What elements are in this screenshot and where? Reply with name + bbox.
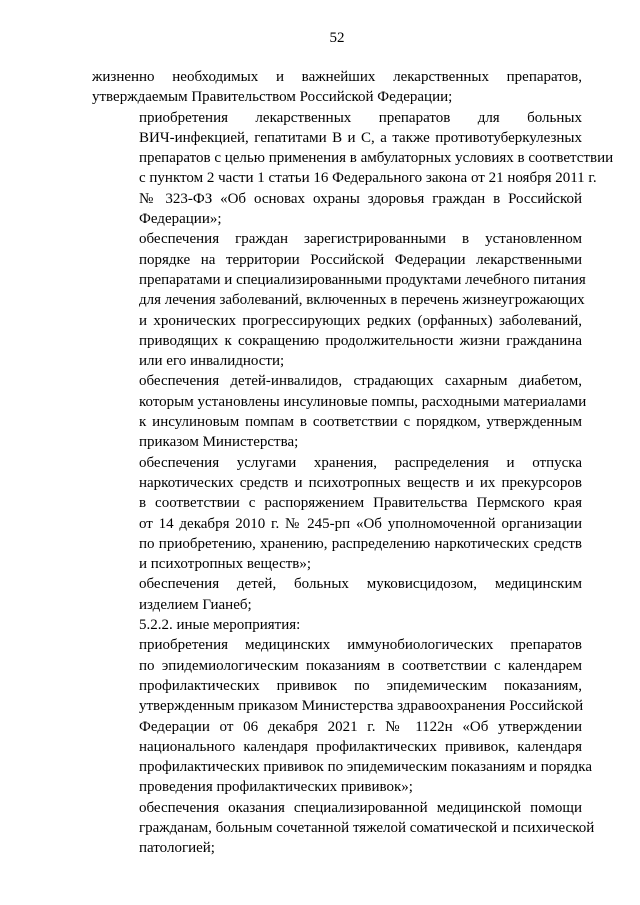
- text-line: приобретения медицинских иммунобиологических препаратов: [139, 637, 582, 654]
- text-line: в соответствии с распоряжением Правительства Пермского края: [139, 495, 582, 512]
- text-line: препаратов с целью применения в амбулаторных условиях в соответствии: [139, 150, 614, 167]
- text-line: утвержденным приказом Министерства здравоохранения Российской: [139, 698, 584, 715]
- text-line: обеспечения детей, больных муковисцидозом, медицинским: [139, 576, 582, 593]
- text-line: обеспечения услугами хранения, распределения и отпуска: [139, 454, 582, 471]
- text-line: гражданам, больным сочетанной тяжелой соматической и психической: [139, 819, 595, 836]
- text-line: 5.2.2. иные мероприятия:: [139, 617, 301, 634]
- text-line: приводящих к сокращению продолжительности жизни гражданина: [139, 332, 582, 349]
- text-line: для лечения заболеваний, включенных в перечень жизнеугрожающих: [139, 292, 585, 309]
- text-line: наркотических средств и психотропных веществ и их прекурсоров: [139, 474, 582, 491]
- text-line: и хронических прогрессирующих редких (орфанных) заболеваний,: [139, 312, 582, 329]
- text-line: по эпидемиологическим показаниям в соответствии с календарем: [139, 657, 582, 674]
- text-line: обеспечения детей-инвалидов, страдающих сахарным диабетом,: [139, 373, 582, 390]
- text-line: № 323-ФЗ «Об основах охраны здоровья граждан в Российской: [139, 190, 582, 207]
- paragraph: [92, 635, 593, 797]
- text-line: приказом Министерства;: [139, 434, 299, 451]
- document-page: [92, 28, 614, 859]
- text-line: изделием Гианеб;: [139, 596, 252, 613]
- text-line: Федерации»;: [139, 211, 222, 228]
- text-line: по приобретению, хранению, распределению наркотических средств: [139, 535, 582, 552]
- paragraph: [92, 615, 582, 635]
- text-line: обеспечения граждан зарегистрированными в установленном: [139, 231, 582, 248]
- document-body: [92, 67, 614, 859]
- text-line: от 14 декабря 2010 г. № 245-рп «Об уполномоченной организации: [139, 515, 582, 532]
- paragraph: [92, 371, 587, 452]
- text-line: проведения профилактических прививок»;: [139, 779, 413, 796]
- text-line: к инсулиновым помпам в соответствии с порядком, утвержденным: [139, 414, 582, 431]
- text-line: национального календаря профилактических прививок, календаря: [139, 738, 582, 755]
- paragraph: [92, 453, 582, 575]
- page-number: 52: [329, 30, 345, 46]
- paragraph: [92, 67, 582, 108]
- text-line: профилактических прививок по эпидемическим показаниям,: [139, 677, 582, 694]
- text-line: препаратами и специализированными продуктами лечебного питания: [139, 271, 586, 288]
- paragraph: [92, 798, 595, 859]
- text-line: порядке на территории Российской Федерации лекарственными: [139, 251, 582, 268]
- text-line: профилактических прививок по эпидемическим показаниям и порядка: [139, 759, 593, 776]
- text-line: обеспечения оказания специализированной медицинской помощи: [139, 799, 582, 816]
- text-line: жизненно необходимых и важнейших лекарственных препаратов,: [92, 69, 582, 85]
- text-line: и психотропных веществ»;: [139, 556, 312, 573]
- text-line: или его инвалидности;: [139, 353, 285, 370]
- text-line: с пунктом 2 части 1 статьи 16 Федерального закона от 21 ноября 2011 г.: [139, 170, 597, 187]
- text-line: приобретения лекарственных препаратов для больных: [139, 109, 582, 126]
- paragraph: [92, 108, 614, 230]
- text-line: ВИЧ-инфекцией, гепатитами В и С, а также противотуберкулезных: [139, 129, 582, 146]
- text-line: утверждаемым Правительством Российской Федерации;: [92, 89, 453, 106]
- text-line: Федерации от 06 декабря 2021 г. № 1122н «Об утверждении: [139, 718, 582, 735]
- text-line: которым установлены инсулиновые помпы, расходными материалами: [139, 393, 587, 410]
- paragraph: [92, 229, 586, 371]
- text-line: патологией;: [139, 840, 215, 857]
- paragraph: [92, 574, 582, 615]
